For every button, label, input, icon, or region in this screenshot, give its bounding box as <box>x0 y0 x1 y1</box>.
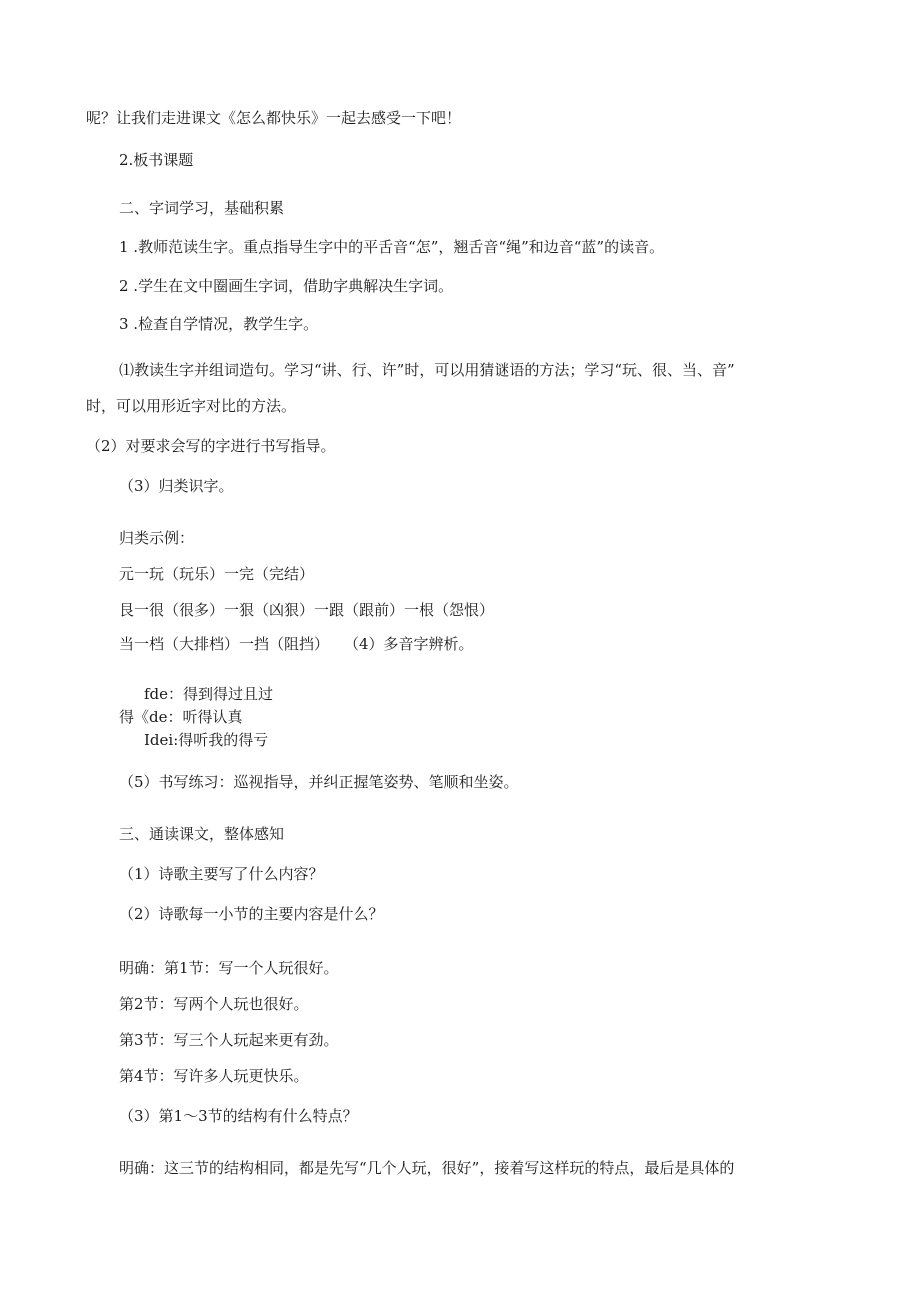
question-1: （1）诗歌主要写了什么内容？ <box>119 865 324 883</box>
question-2: （2）诗歌每一小节的主要内容是什么？ <box>119 905 384 923</box>
list-item-1: 1 .教师范读生字。重点指导生字中的平舌音“怎”，翘舌音“绳”和边音“蓝”的读音。 <box>119 238 665 256</box>
subitem-1-line-2: 时，可以用形近字对比的方法。 <box>86 397 297 415</box>
section-2-heading: 二、字词学习，基础积累 <box>119 199 285 217</box>
polyphone-row-1: fde：得到得过且过 <box>144 685 274 703</box>
subitem-5: （5）书写练习：巡视指导，并纠正握笔姿势、笔顺和坐姿。 <box>119 773 519 791</box>
step-2-heading: 2.板书课题 <box>119 151 194 169</box>
polyphone-row-2: 得《de：听得认真 <box>119 708 243 726</box>
question-3: （3）第1～3节的结构有什么特点？ <box>119 1107 358 1125</box>
list-item-3: 3 .检查自学情况，教学生字。 <box>119 315 319 333</box>
list-item-2: 2 .学生在文中圈画生字词，借助字典解决生字词。 <box>119 277 454 295</box>
answer-section-4: 第4节：写许多人玩更快乐。 <box>119 1067 309 1085</box>
polyphone-row-3: Idei:得听我的得亏 <box>144 731 269 749</box>
subitem-1-line-1: ⑴教读生字并组词造句。学习“讲、行、许”时，可以用猜谜语的方法；学习“玩、很、当、音” <box>119 361 735 379</box>
example-row-1: 元一玩（玩乐）一完（完结） <box>119 565 315 583</box>
paragraph-intro-end: 呢？让我们走进课文《怎么都快乐》一起去感受一下吧！ <box>86 109 462 127</box>
subitem-2: （2）对要求会写的字进行书写指导。 <box>86 437 336 455</box>
section-3-heading: 三、通读课文，整体感知 <box>119 825 285 843</box>
answer-section-3: 第3节：写三个人玩起来更有劲。 <box>119 1031 339 1049</box>
answer-structure: 明确：这三节的结构相同，都是先写“几个人玩，很好”，接着写这样玩的特点，最后是具体的 <box>119 1159 735 1177</box>
subitem-3: （3）归类识字。 <box>119 477 234 495</box>
example-heading: 归类示例： <box>119 529 195 547</box>
answer-section-2: 第2节：写两个人玩也很好。 <box>119 995 309 1013</box>
answer-section-1: 明确：第1节：写一个人玩很好。 <box>119 959 339 977</box>
example-row-3: 当一档（大排档）一挡（阻挡） （4）多音字辨析。 <box>119 635 474 653</box>
example-row-2: 艮一很（很多）一狠（凶狠）一跟（跟前）一根（怨恨） <box>119 601 495 619</box>
